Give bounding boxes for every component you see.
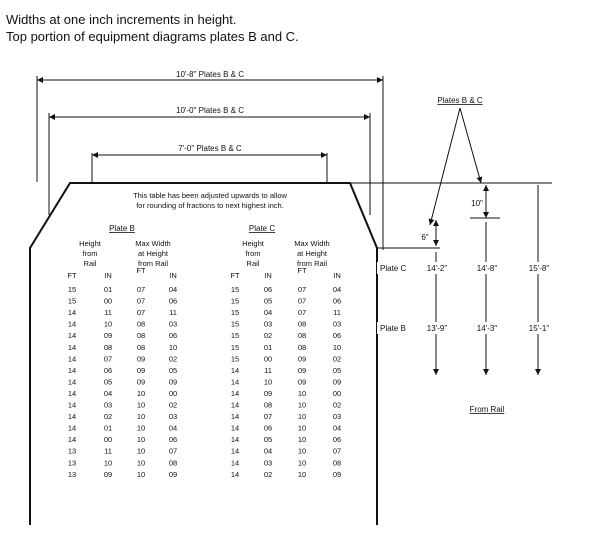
c-height-hdr-3: Rail [246, 259, 260, 268]
table-cell: 10 [297, 469, 307, 479]
table-cell: 09 [136, 365, 146, 375]
table-cell: 07 [297, 296, 307, 306]
plate-c-label: Plate C [380, 264, 407, 273]
table-cell: 11 [333, 308, 341, 318]
table-cell: 06 [103, 365, 113, 375]
plate-b-heights [377, 322, 554, 334]
table-cell: 09 [168, 377, 178, 387]
table-cell: 05 [332, 365, 342, 375]
table-cell: 05 [263, 435, 273, 445]
c-width-hdr-3: from Rail [296, 259, 328, 268]
table-cell: 04 [263, 446, 273, 456]
table-cell: 13 [67, 446, 77, 456]
table-cell: 04 [103, 388, 113, 398]
table-cell: 14 [67, 342, 77, 352]
c-ft2-hdr: FT [297, 266, 307, 275]
table-cell: 08 [103, 342, 113, 352]
table-cell: 15 [230, 308, 240, 318]
table-cell: 14 [67, 423, 77, 433]
table-cell: 05 [168, 365, 178, 375]
b-height-hdr-3: Rail [83, 259, 97, 268]
b-width-hdr-1: Max Width [135, 239, 171, 248]
table-cell: 14 [230, 412, 240, 422]
c-width-hdr-2: at Height [296, 249, 328, 258]
plate-c-value-2: 14'-8" [476, 264, 498, 273]
table-row [68, 435, 341, 444]
width-label-7ft0: 7'-0" Plates B & C [178, 144, 242, 153]
table-cell: 14 [67, 412, 77, 422]
table-cell: 10 [136, 446, 146, 456]
plate-c-value-3: 15'-8" [528, 264, 550, 273]
table-cell: 04 [332, 423, 342, 433]
table-cell: 07 [103, 354, 113, 364]
table-cell: 00 [103, 435, 113, 445]
table-cell: 08 [136, 331, 146, 341]
table-cell: 11 [169, 308, 177, 318]
table-cell: 14 [67, 400, 77, 410]
table-row [68, 343, 341, 352]
table-cell: 06 [263, 423, 273, 433]
table-cell: 10 [297, 412, 307, 422]
table-cell: 10 [103, 319, 113, 329]
table-cell: 02 [103, 412, 113, 422]
plate-c-title: Plate C [248, 224, 276, 233]
table-cell: 14 [230, 388, 240, 398]
table-cell: 09 [297, 365, 307, 375]
table-cell: 00 [103, 296, 113, 306]
table-cell: 08 [297, 319, 307, 329]
width-label-10ft8: 10'-8" Plates B & C [176, 70, 244, 79]
table-cell: 06 [332, 296, 342, 306]
table-cell: 08 [168, 458, 178, 468]
table-cell: 10 [297, 446, 307, 456]
table-cell: 10 [136, 412, 146, 422]
table-cell: 06 [263, 285, 273, 294]
table-cell: 15 [230, 331, 240, 341]
plate-c-heights [377, 262, 554, 274]
table-row [68, 354, 341, 363]
table-cell: 09 [136, 354, 146, 364]
table-cell: 07 [168, 446, 178, 456]
table-cell: 14 [67, 331, 77, 341]
table-cell: 15 [67, 285, 77, 294]
table-row [68, 285, 341, 294]
table-row [68, 366, 341, 375]
table-row [68, 308, 341, 317]
table-cell: 08 [332, 458, 342, 468]
table-cell: 08 [263, 400, 273, 410]
table-cell: 15 [230, 354, 240, 364]
table-cell: 11 [104, 446, 112, 456]
note-line-1: This table has been adjusted upwards to allow [133, 191, 287, 200]
dimension-10in [470, 185, 500, 218]
table-cell: 14 [230, 469, 240, 479]
table-body [68, 285, 341, 479]
table-cell: 08 [136, 342, 146, 352]
table-cell: 15 [230, 296, 240, 306]
table-row [68, 470, 341, 479]
c-in2-hdr: IN [333, 271, 341, 280]
table-cell: 04 [332, 285, 342, 294]
dim-6in-label: 6" [421, 233, 429, 242]
table-row [68, 401, 341, 410]
table-cell: 02 [332, 354, 342, 364]
table-cell: 14 [230, 435, 240, 445]
table-cell: 14 [67, 377, 77, 387]
table-cell: 03 [332, 412, 342, 422]
table-cell: 14 [230, 423, 240, 433]
table-cell: 08 [136, 319, 146, 329]
width-dimension-10ft8 [37, 70, 383, 250]
table-cell: 00 [168, 388, 178, 398]
table-cell: 14 [67, 354, 77, 364]
table-cell: 07 [332, 446, 342, 456]
b-in-hdr: IN [104, 271, 112, 280]
heading-line-1: Widths at one inch increments in height. [6, 12, 237, 27]
c-in-hdr: IN [264, 271, 272, 280]
b-in2-hdr: IN [169, 271, 177, 280]
table-cell: 01 [103, 423, 113, 433]
table-cell: 10 [103, 458, 113, 468]
c-height-hdr-1: Height [242, 239, 264, 248]
table-cell: 06 [168, 296, 178, 306]
table-cell: 04 [168, 423, 178, 433]
table-cell: 10 [297, 458, 307, 468]
width-label-10ft0: 10'-0" Plates B & C [176, 106, 244, 115]
table-cell: 11 [264, 365, 272, 375]
note-line-2: for rounding of fractions to next highest inch. [136, 201, 284, 210]
table-cell: 14 [67, 319, 77, 329]
table-cell: 05 [103, 377, 113, 387]
table-cell: 02 [263, 331, 273, 341]
table-cell: 04 [263, 308, 273, 318]
table-cell: 09 [297, 377, 307, 387]
table-cell: 09 [332, 469, 342, 479]
plate-b-value-3: 15'-1" [528, 324, 550, 333]
c-width-hdr-1: Max Width [294, 239, 330, 248]
table-cell: 10 [136, 458, 146, 468]
table-cell: 06 [168, 331, 178, 341]
table-cell: 14 [67, 365, 77, 375]
table-cell: 10 [297, 400, 307, 410]
c-ft-hdr: FT [230, 271, 240, 280]
table-cell: 01 [103, 285, 113, 294]
table-cell: 07 [297, 308, 307, 318]
table-cell: 10 [136, 435, 146, 445]
table-cell: 03 [263, 319, 273, 329]
table-cell: 14 [67, 308, 77, 318]
table-row [68, 377, 341, 386]
table-cell: 02 [168, 400, 178, 410]
table-cell: 15 [230, 319, 240, 329]
table-cell: 08 [297, 331, 307, 341]
table-cell: 03 [103, 400, 113, 410]
table-cell: 06 [168, 435, 178, 445]
dim-10in-label: 10" [471, 199, 483, 208]
table-cell: 09 [297, 354, 307, 364]
plate-b-value-1: 13'-9" [426, 324, 448, 333]
b-ft-hdr: FT [67, 271, 77, 280]
b-height-hdr-2: from [82, 249, 98, 258]
table-cell: 14 [230, 458, 240, 468]
table-cell: 10 [263, 377, 273, 387]
table-row [68, 412, 341, 421]
table-cell: 15 [230, 285, 240, 294]
table-cell: 02 [263, 469, 273, 479]
b-width-hdr-2: at Height [137, 249, 169, 258]
table-cell: 09 [103, 469, 113, 479]
table-cell: 11 [104, 308, 112, 318]
table-cell: 07 [297, 285, 307, 294]
table-cell: 06 [332, 435, 342, 445]
from-rail-label: From Rail [469, 405, 505, 414]
table-cell: 15 [67, 296, 77, 306]
table-cell: 03 [168, 319, 178, 329]
table-cell: 14 [230, 400, 240, 410]
table-cell: 13 [67, 458, 77, 468]
plate-b-title: Plate B [109, 224, 135, 233]
table-cell: 10 [136, 469, 146, 479]
c-height-hdr-2: from [245, 249, 261, 258]
table-cell: 03 [263, 458, 273, 468]
plate-b-value-2: 14'-3" [476, 324, 498, 333]
table-cell: 03 [332, 319, 342, 329]
table-cell: 09 [103, 331, 113, 341]
plates-b-c-label: Plates B & C [437, 96, 483, 105]
table-row [68, 331, 341, 340]
table-cell: 10 [136, 423, 146, 433]
b-height-hdr-1: Height [79, 239, 101, 248]
table-cell: 02 [332, 400, 342, 410]
table-cell: 00 [263, 354, 273, 364]
table-cell: 04 [168, 285, 178, 294]
table-cell: 10 [136, 400, 146, 410]
table-cell: 07 [136, 285, 146, 294]
table-cell: 15 [230, 342, 240, 352]
table-cell: 01 [263, 342, 273, 352]
table-cell: 14 [67, 388, 77, 398]
plate-b-label: Plate B [380, 324, 406, 333]
table-cell: 10 [297, 435, 307, 445]
table-row [68, 320, 341, 329]
table-row [68, 458, 341, 467]
b-width-hdr-3: from Rail [137, 259, 169, 268]
table-header [67, 224, 340, 280]
table-cell: 06 [332, 331, 342, 341]
table-cell: 00 [332, 388, 342, 398]
table-cell: 14 [230, 446, 240, 456]
table-cell: 14 [230, 377, 240, 387]
table-cell: 10 [297, 423, 307, 433]
table-cell: 13 [67, 469, 77, 479]
table-row [68, 424, 341, 433]
table-cell: 10 [332, 342, 342, 352]
table-cell: 07 [263, 412, 273, 422]
plate-c-value-1: 14'-2" [426, 264, 448, 273]
table-cell: 10 [136, 388, 146, 398]
table-cell: 02 [168, 354, 178, 364]
table-cell: 09 [332, 377, 342, 387]
b-ft2-hdr: FT [136, 266, 146, 275]
heading-line-2: Top portion of equipment diagrams plates B and C. [6, 29, 299, 44]
table-cell: 05 [263, 296, 273, 306]
table-cell: 14 [67, 435, 77, 445]
table-cell: 03 [168, 412, 178, 422]
table-cell: 10 [297, 388, 307, 398]
table-cell: 10 [168, 342, 178, 352]
table-cell: 08 [297, 342, 307, 352]
width-dimension-7ft0 [92, 144, 327, 183]
table-row [68, 447, 341, 456]
table-cell: 14 [230, 365, 240, 375]
table-cell: 09 [136, 377, 146, 387]
table-row [68, 389, 341, 398]
table-cell: 09 [263, 388, 273, 398]
table-cell: 07 [136, 296, 146, 306]
table-row [68, 297, 341, 306]
table-cell: 07 [136, 308, 146, 318]
table-cell: 09 [168, 469, 178, 479]
